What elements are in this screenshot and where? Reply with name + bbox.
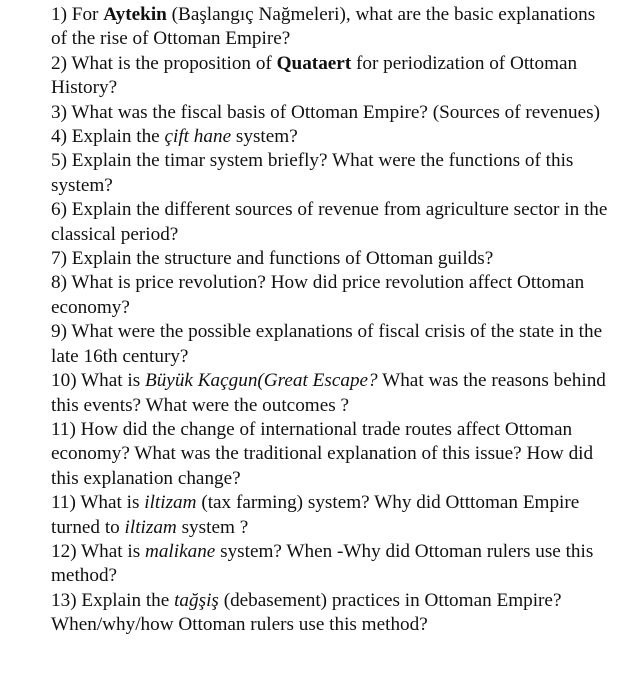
question-item — [51, 491, 611, 540]
question-text: 10) What is — [51, 370, 145, 392]
question-text: system ? — [176, 516, 249, 538]
question-text: 8) What is price revolution? How did price revolution affect Ottoman economy? — [51, 272, 585, 318]
question-text: system? When -Why did Ottoman rulers use this method? — [51, 540, 594, 587]
author-name: Aytekin — [103, 4, 167, 25]
question-item — [51, 101, 611, 125]
question-text: 6) Explain the different sources of revenue from agriculture sector in the classical period? — [51, 199, 608, 245]
question-text: 4) Explain the — [51, 126, 165, 148]
question-item — [51, 589, 611, 638]
question-item — [51, 271, 611, 320]
term: Büyük Kaçgun(Great Escape? — [144, 370, 378, 392]
question-text: 5) Explain the timar system briefly? What were the functions of this system? — [51, 150, 574, 196]
question-text: 11) How did the change of international trade routes affect Ottoman economy? What was the traditional explanation of this issue? How did this explanation change? — [51, 418, 594, 489]
question-text: 7) Explain the structure and functions of Ottoman guilds? — [51, 248, 494, 270]
question-text: 9) What were the possible explanations of fiscal crisis of the state in the late 16th century? — [51, 321, 603, 367]
question-text: (debasement) practices in Ottoman Empire? When/why/how Ottoman rulers use this method? — [51, 589, 562, 636]
question-item — [51, 418, 611, 491]
question-item — [51, 320, 611, 369]
question-item — [51, 369, 611, 418]
question-item — [51, 198, 611, 247]
question-text: 3) What was the fiscal basis of Ottoman Empire? (Sources of revenues) — [51, 101, 600, 123]
term: iltizam — [124, 516, 177, 538]
question-text: (tax farming) system? Why did Otttoman Empire turned to — [51, 492, 580, 538]
term: tağşiş — [174, 589, 219, 611]
question-list — [51, 3, 611, 638]
question-text: 2) What is the proposition of — [51, 52, 277, 74]
term: malikane — [144, 540, 216, 562]
question-text: 11) What is — [51, 492, 145, 514]
question-text: for periodization of Ottoman History? — [51, 52, 578, 99]
question-text: 13) Explain the — [51, 589, 175, 611]
author-name: Quataert — [276, 52, 352, 74]
question-item — [51, 3, 611, 52]
question-item — [51, 247, 611, 271]
question-text: What was the reasons behind this events? What were the outcomes ? — [51, 370, 606, 416]
question-item — [51, 125, 611, 149]
question-text: 12) What is — [51, 540, 145, 562]
question-text: 1) For — [51, 4, 104, 25]
term: iltizam — [144, 492, 197, 514]
term: çift hane — [164, 126, 232, 148]
question-text: (Başlangıç Nağmeleri), what are the basic explanations of the rise of Ottoman Empire? — [51, 4, 596, 50]
question-text: system? — [231, 126, 298, 148]
question-item — [51, 540, 611, 589]
question-item — [51, 149, 611, 198]
question-item — [51, 52, 611, 101]
